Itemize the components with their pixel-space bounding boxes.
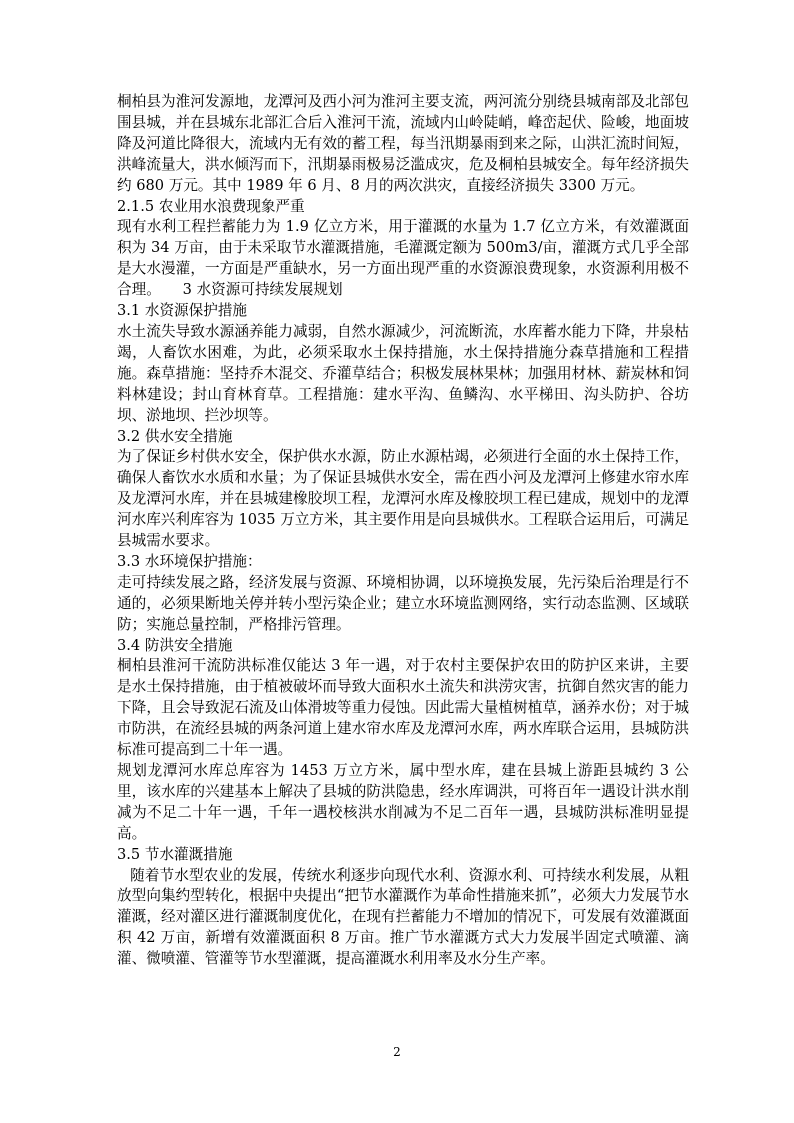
paragraph-flood-control: 桐柏县淮河干流防洪标准仅能达 3 年一遇，对于农村主要保护农田的防护区来讲，主要是水土保持措施，由于植被破坏而导致大面积水土流失和洪涝灾害，抗御自然灾害的能力下降，且会导致泥石流及山体滑坡等重力侵蚀。因此需大量植树植草，涵养水份；对于城市防洪，在流经县城的两条河道上建水帘水库及龙潭河水库，两水库联合运用，县城防洪标准可提高到二十年一遇。 bbox=[117, 657, 689, 759]
paragraph-water-protection: 水土流失导致水源涵养能力减弱，自然水源减少，河流断流，水库蓄水能力下降，井泉枯竭，人畜饮水困难，为此，必须采取水土保持措施，水土保持措施分森草措施和工程措施。森草措施：坚持乔木混交、乔灌草结合；积极发展林果林；加强用材林、薪炭林和饲料林建设；封山育林育草。工程措施：建水平沟、鱼鳞沟、水平梯田、沟头防护、谷坊坝、淤地坝、拦沙坝等。 bbox=[117, 322, 689, 424]
paragraph-irrigation-waste: 现有水利工程拦蓄能力为 1.9 亿立方米，用于灌溉的水量为 1.7 亿立方米，有效灌溉面积为 34 万亩，由于未采取节水灌溉措施，毛灌溉定额为 500m3/亩，灌溉方式几乎全部是大水漫灌，一方面是严重缺水，另一方面出现严重的水资源浪费现象，水资源利用极不合理。 3 水资源可持续发展规划 bbox=[117, 218, 689, 299]
heading-3-5: 3.5 节水灌溉措施 bbox=[117, 845, 233, 863]
paragraph-water-environment: 走可持续发展之路，经济发展与资源、环境相协调，以环境换发展，先污染后治理是行不通的，必须果断地关停并转小型污染企业；建立水环境监测网络，实行动态监测、区域联防；实施总量控制，严格排污管理。 bbox=[117, 573, 689, 633]
page-body bbox=[117, 92, 689, 970]
paragraph-flood-risk: 桐柏县为淮河发源地，龙潭河及西小河为淮河主要支流，两河流分别绕县城南部及北部包围县城，并在县城东北部汇合后入淮河干流，流域内山岭陡峭，峰峦起伏、险峻，地面坡降及河道比降很大，流域内无有效的蓄工程，每当汛期暴雨到来之际，山洪汇流时间短，洪峰流量大，洪水倾泻而下，汛期暴雨极易泛滥成灾，危及桐柏县城安全。每年经济损失约 680 万元。其中 1989 年 6 月、8 月的两次洪灾，直接经济损失 3300 万元。 bbox=[117, 93, 689, 194]
heading-3-3: 3.3 水环境保护措施： bbox=[117, 552, 262, 570]
paragraph-water-saving: 随着节水型农业的发展，传统水利逐步向现代水利、资源水利、可持续水利发展，从粗放型向集约型转化，根据中央提出“把节水灌溉作为革命性措施来抓”，必须大力发展节水灌溉，经对灌区进行灌溉制度优化，在现有拦蓄能力不增加的情况下，可发展有效灌溉面积 42 万亩，新增有效灌溉面积 8 万亩。推广节水灌溉方式大力发展半固定式喷灌、滴灌、微喷灌、管灌等节水型灌溉，提高灌溉水利用率及水分生产率。 bbox=[117, 866, 689, 968]
heading-3-1: 3.1 水资源保护措施 bbox=[117, 302, 248, 320]
heading-2-1-5: 2.1.5 农业用水浪费现象严重 bbox=[117, 197, 305, 215]
page-number: 2 bbox=[393, 1045, 401, 1059]
heading-3-4: 3.4 防洪安全措施 bbox=[117, 636, 233, 654]
paragraph-reservoir-plan: 规划龙潭河水库总库容为 1453 万立方米，属中型水库，建在县城上游距县城约 3 公里，该水库的兴建基本上解决了县城的防洪隐患，经水库调洪，可将百年一遇设计洪水削减为不足二十年一遇，千年一遇校核洪水削减为不足二百年一遇，县城防洪标准明显提高。 bbox=[117, 762, 689, 842]
paragraph-water-supply: 为了保证乡村供水安全，保护供水水源，防止水源枯竭，必须进行全面的水土保持工作，确保人畜饮水水质和水量；为了保证县城供水安全，需在西小河及龙潭河上修建水帘水库及龙潭河水库，并在县城建橡胶坝工程，龙潭河水库及橡胶坝工程已建成，规划中的龙潭河水库兴利库容为 1035 万立方米，其主要作用是向县城供水。工程联合运用后，可满足县城需水要求。 bbox=[117, 448, 689, 550]
heading-3-2: 3.2 供水安全措施 bbox=[117, 427, 233, 445]
